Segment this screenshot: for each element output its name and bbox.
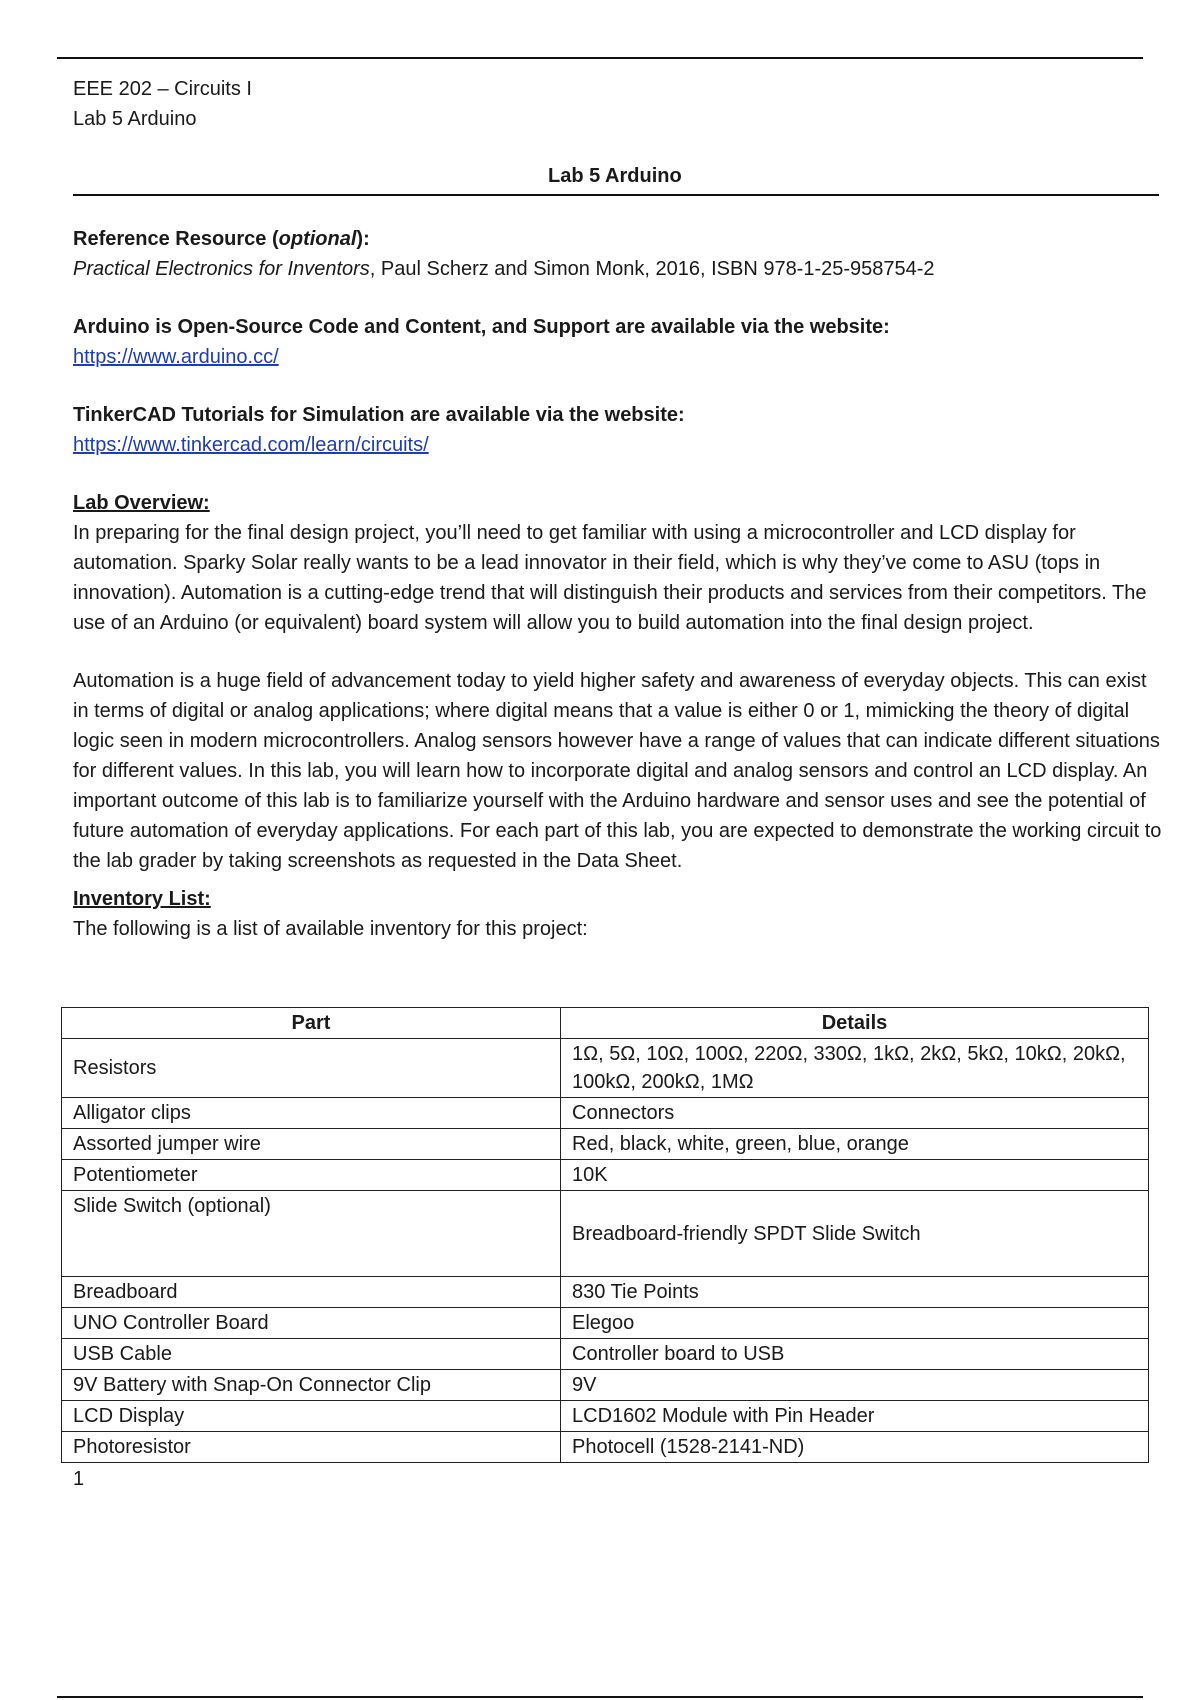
table-row: [62, 1401, 1149, 1432]
table-row: [62, 1277, 1149, 1308]
part-cell: LCD Display: [62, 1401, 561, 1432]
table-row: [62, 1370, 1149, 1401]
reference-citation: Practical Electronics for Inventors, Paul Scherz and Simon Monk, 2016, ISBN 978-1-25-958754-2: [73, 258, 935, 280]
details-cell: Photocell (1528-2141-ND): [561, 1432, 1149, 1463]
table-row: [62, 1129, 1149, 1160]
book-title: Practical Electronics for Inventors: [73, 258, 370, 280]
column-header-details: Details: [561, 1008, 1149, 1039]
page-title: Lab 5 Arduino: [548, 165, 682, 187]
details-cell: 10K: [561, 1160, 1149, 1191]
details-cell: Red, black, white, green, blue, orange: [561, 1129, 1149, 1160]
part-cell: Slide Switch (optional): [62, 1191, 561, 1277]
part-cell: Resistors: [62, 1039, 561, 1098]
table-row: [62, 1098, 1149, 1129]
details-cell: Controller board to USB: [561, 1339, 1149, 1370]
arduino-link[interactable]: https://www.arduino.cc/: [73, 346, 279, 368]
part-cell: USB Cable: [62, 1339, 561, 1370]
part-cell: Photoresistor: [62, 1432, 561, 1463]
part-cell: 9V Battery with Snap-On Connector Clip: [62, 1370, 561, 1401]
reference-heading: Reference Resource (optional):: [73, 228, 370, 250]
title-rule: [73, 194, 1159, 196]
table-header-row: [62, 1008, 1149, 1039]
footer-rule: [57, 1696, 1143, 1698]
details-cell: 830 Tie Points: [561, 1277, 1149, 1308]
tinkercad-link[interactable]: https://www.tinkercad.com/learn/circuits/: [73, 434, 429, 456]
page-number: 1: [73, 1468, 85, 1490]
part-cell: Breadboard: [62, 1277, 561, 1308]
tinkercad-heading: TinkerCAD Tutorials for Simulation are available via the website:: [73, 404, 685, 426]
arduino-heading: Arduino is Open-Source Code and Content, and Support are available via the website:: [73, 316, 890, 338]
details-cell: Elegoo: [561, 1308, 1149, 1339]
table-row: [62, 1160, 1149, 1191]
details-cell: 1Ω, 5Ω, 10Ω, 100Ω, 220Ω, 330Ω, 1kΩ, 2kΩ, 5kΩ, 10kΩ, 20kΩ, 100kΩ, 200kΩ, 1MΩ: [561, 1039, 1149, 1098]
table-row: [62, 1308, 1149, 1339]
part-cell: Potentiometer: [62, 1160, 561, 1191]
part-cell: Alligator clips: [62, 1098, 561, 1129]
inventory-intro: The following is a list of available inventory for this project:: [73, 918, 588, 940]
table-row: [62, 1432, 1149, 1463]
course-name: EEE 202 – Circuits I: [73, 78, 252, 100]
details-cell: 9V: [561, 1370, 1149, 1401]
inventory-heading: Inventory List:: [73, 888, 211, 910]
part-cell: Assorted jumper wire: [62, 1129, 561, 1160]
table-row: [62, 1339, 1149, 1370]
table-row: [62, 1039, 1149, 1098]
inventory-table: [61, 1007, 1149, 1463]
overview-paragraph-1: In preparing for the final design project, you’ll need to get familiar with using a microcontroller and LCD display for automation. Sparky Solar really wants to be a lead innovator in their field, which is why they’ve come to ASU (tops in innovation). Automation is a cutting-edge trend that will distinguish their products and services from their competitors. The use of an Arduino (or equivalent) board system will allow you to build automation into the final design project.: [73, 522, 1147, 634]
column-header-part: Part: [62, 1008, 561, 1039]
main-content: [73, 224, 1163, 944]
table-row: [62, 1191, 1149, 1277]
header-rule: [57, 57, 1143, 59]
details-cell: Breadboard-friendly SPDT Slide Switch: [561, 1191, 1149, 1277]
overview-paragraph-2: Automation is a huge field of advancement today to yield higher safety and awareness of everyday objects. This can exist in terms of digital or analog applications; where digital means that a value is either 0 or 1, mimicking the theory of digital logic seen in modern microcontrollers. Analog sensors however have a range of values that can indicate different situations for different values. In this lab, you will learn how to incorporate digital and analog sensors and control an LCD display. An important outcome of this lab is to familiarize yourself with the Arduino hardware and sensor uses and see the potential of future automation of everyday applications. For each part of this lab, you are expected to demonstrate the working circuit to the lab grader by taking screenshots as requested in the Data Sheet.: [73, 670, 1162, 872]
part-cell: UNO Controller Board: [62, 1308, 561, 1339]
details-cell: Connectors: [561, 1098, 1149, 1129]
overview-heading: Lab Overview:: [73, 492, 210, 514]
details-cell: LCD1602 Module with Pin Header: [561, 1401, 1149, 1432]
lab-name: Lab 5 Arduino: [73, 108, 197, 130]
document-header: [73, 74, 252, 134]
